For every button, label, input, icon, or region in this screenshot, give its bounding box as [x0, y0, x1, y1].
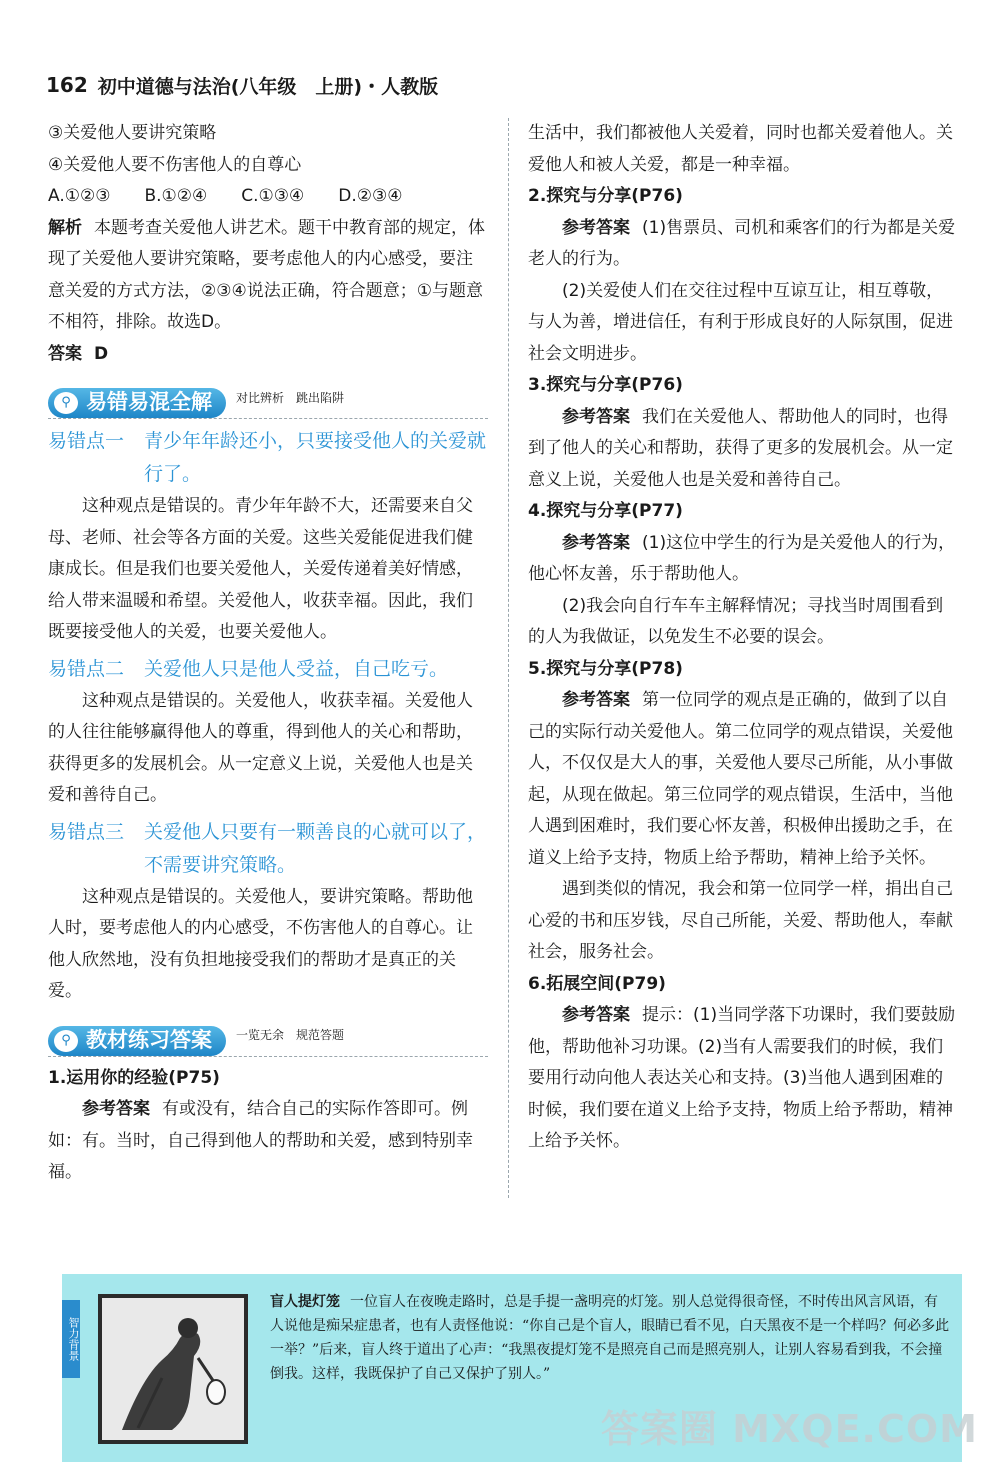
- wisdom-story: 一位盲人在夜晚走路时，总是手提一盏明亮的灯笼。别人总觉得很奇怪，不时传出风言风语，有人说他是痴呆症患者，也有人责怪他说：“你自己是个盲人，眼睛已看不见，白天黑夜不是一个样吗？何必多此一举？”后来，盲人终于道出了心声：“我黑夜提灯笼不是照亮自己而是照亮别人，让别人容易看到我，不会撞倒我。这样，我既保护了自己又保护了别人。”: [270, 1294, 950, 1382]
- answer-text: 我们在关爱他人、帮助他人的同时，也得到了他人的关心和帮助，获得了更多的发展机会。从一定意义上说，关爱他人也是关爱和善待自己。: [528, 406, 953, 490]
- question-5-title: 5.探究与分享(P78): [528, 658, 683, 679]
- mistake-2-heading: [48, 653, 488, 686]
- answer-choices: A.①②③ B.①②④ C.①③④ D.②③④: [48, 186, 403, 206]
- reference-answer-label: 参考答案: [562, 532, 630, 553]
- answer-text: 第一位同学的观点是正确的，做到了以自己的实际行动关爱他人。第二位同学的观点错误，关爱他人，不仅仅是大人的事，关爱他人要尽己所能，从小事做起，从现在做起。第三位同学的观点错误，生活中，当他人遇到困难时，我们要心怀友善，积极伸出援助之手，在道义上给予支持，物质上给予帮助，精神上给予关怀。: [528, 690, 953, 868]
- section-subtitle: 对比辨析 跳出陷阱: [236, 390, 345, 405]
- option-3: ③关爱他人要讲究策略: [48, 123, 217, 143]
- answer-text: (1)这位中学生的行为是关爱他人的行为，他心怀友善，乐于帮助他人。: [528, 532, 956, 584]
- reference-answer-label: 参考答案: [562, 406, 630, 427]
- wisdom-side-label: 智力背景: [62, 1300, 80, 1378]
- question-4-answer-part2: (2)我会向自行车车主解释情况；寻找当时周围看到的人为我做证，以免发生不必要的误会。: [528, 595, 944, 647]
- section-banner-mistakes: [48, 384, 488, 419]
- reference-answer-label: 参考答案: [562, 690, 630, 710]
- question-1-title: 1.运用你的经验(P75): [48, 1067, 220, 1088]
- option-4: ④关爱他人要不伤害他人的自尊心: [48, 154, 302, 175]
- right-column: [528, 118, 956, 1158]
- watermark: 答案圈 MXQE.COM: [600, 1407, 978, 1451]
- question-6-title: 6.拓展空间(P79): [528, 973, 666, 994]
- book-title: 初中道德与法治(八年级 上册)・人教版: [97, 75, 439, 98]
- mistake-2-body: 这种观点是错误的。关爱他人，收获幸福。关爱他人的人往往能够赢得他人的尊重，得到他人的关心和帮助，获得更多的发展机会。从一定意义上说，关爱他人也是关爱和善待自己。: [48, 690, 473, 805]
- reference-answer-label: 参考答案: [82, 1099, 150, 1119]
- wisdom-text: [270, 1290, 950, 1386]
- mistake-3-body: 这种观点是错误的。关爱他人，要讲究策略。帮助他人时，要考虑他人的内心感受，不伤害他人的自尊心。让他人欣然地，没有负担地接受我们的帮助才是真正的关爱。: [48, 886, 473, 1001]
- question-3-answer: [528, 402, 956, 497]
- answer-text: (1)售票员、司机和乘客们的行为都是关爱老人的行为。: [528, 217, 956, 269]
- blind-man-lantern-illustration: [102, 1298, 244, 1440]
- answer: [48, 339, 488, 371]
- magnifier-icon: ⚲: [54, 392, 78, 414]
- reference-answer-label: 参考答案: [562, 1005, 630, 1025]
- question-5-answer: [528, 685, 956, 874]
- question-1-continued: 生活中，我们都被他人关爱着，同时也都关爱着他人。关爱他人和被人关爱，都是一种幸福。: [528, 123, 953, 175]
- page-header: [46, 70, 438, 100]
- question-4-answer: [528, 528, 956, 591]
- question-4-title: 4.探究与分享(P77): [528, 501, 683, 521]
- mistake-tag: 易错点三: [48, 820, 125, 843]
- illustration-image: [98, 1294, 248, 1444]
- left-column: [48, 118, 488, 1189]
- mistake-tag: 易错点一: [48, 430, 125, 452]
- answer-label: 答案: [48, 343, 82, 364]
- section-banner-textbook-answers: [48, 1022, 488, 1057]
- page-number: 162: [46, 73, 88, 97]
- mistake-statement: 关爱他人只是他人受益，自己吃亏。: [144, 657, 449, 680]
- question-6-answer: [528, 1000, 956, 1158]
- analysis-label: 解析: [48, 217, 82, 238]
- column-divider: [508, 118, 509, 1198]
- answer-text: 提示：(1)当同学落下功课时，我们要鼓励他，帮助他补习功课。(2)当有人需要我们的时候，我们要用行动向他人表达关心和支持。(3)当他人遇到困难的时候，我们要在道义上给予支持，物质上给予帮助，精神上给予关怀。: [528, 1005, 956, 1151]
- analysis: [48, 213, 488, 339]
- section-title: 教材练习答案: [86, 1027, 212, 1052]
- question-5-answer-part2: 遇到类似的情况，我会和第一位同学一样，捐出自己心爱的书和压岁钱，尽自己所能，关爱、帮助他人，奉献社会，服务社会。: [528, 879, 953, 962]
- mistake-statement: 青少年年龄还小，只要接受他人的关爱就行了。: [144, 430, 487, 485]
- section-title: 易错易混全解: [86, 390, 212, 415]
- mistake-tag: 易错点二: [48, 657, 125, 680]
- answer-value: D: [94, 343, 109, 364]
- section-title-pill: [48, 388, 226, 418]
- question-2-answer-part2: (2)关爱使人们在交往过程中互谅互让，相互尊敬，与人为善，增进信任，有利于形成良好的人际氛围，促进社会文明进步。: [528, 280, 953, 364]
- mistake-1-body: 这种观点是错误的。青少年年龄不大，还需要来自父母、老师、社会等各方面的关爱。这些关爱能促进我们健康成长。但是我们也要关爱他人，关爱传递着美好情感，给人带来温暖和希望。关爱他人，收获幸福。因此，我们既要接受他人的关爱，也要关爱他人。: [48, 496, 473, 642]
- analysis-text: 本题考查关爱他人讲艺术。题干中教育部的规定，体现了关爱他人要讲究策略，要考虑他人的内心感受，要注意关爱的方式方法，②③④说法正确，符合题意；①与题意不相符，排除。故选D。: [48, 217, 485, 332]
- question-3-title: 3.探究与分享(P76): [528, 375, 683, 395]
- answer-text: 有或没有，结合自己的实际作答即可。例如：有。当时，自己得到他人的帮助和关爱，感到特别幸福。: [48, 1099, 473, 1182]
- question-1-answer: [48, 1094, 488, 1189]
- mistake-3-heading: [48, 816, 488, 882]
- section-title-pill: [48, 1026, 226, 1056]
- wisdom-title: 盲人提灯笼: [270, 1294, 340, 1310]
- reference-answer-label: 参考答案: [562, 217, 630, 238]
- question-2-answer: [528, 213, 956, 276]
- mistake-1-heading: [48, 425, 488, 491]
- magnifier-icon: ⚲: [54, 1030, 78, 1052]
- question-2-title: 2.探究与分享(P76): [528, 186, 683, 206]
- section-subtitle: 一览无余 规范答题: [236, 1028, 345, 1042]
- mistake-statement: 关爱他人只要有一颗善良的心就可以了，不需要讲究策略。: [144, 820, 487, 876]
